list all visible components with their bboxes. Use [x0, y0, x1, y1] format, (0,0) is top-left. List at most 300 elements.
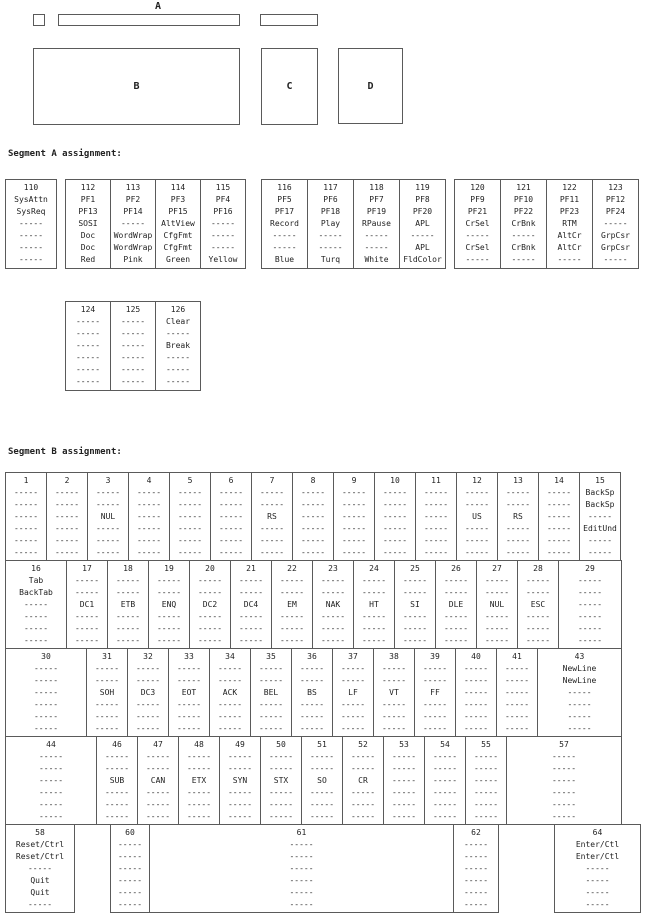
key-assignment: ----- [299, 724, 325, 733]
key-55 [465, 736, 507, 825]
key-assignment: ----- [156, 588, 182, 597]
key-assignment: ----- [382, 548, 408, 557]
key-assignment: ----- [525, 624, 551, 633]
key-6 [210, 472, 252, 561]
key-assignment: ----- [464, 548, 490, 557]
key-assignment: ----- [382, 536, 408, 545]
key-124 [65, 301, 111, 391]
key-assignment: ----- [402, 588, 428, 597]
key-53 [383, 736, 425, 825]
key-assignment: ----- [115, 588, 141, 597]
key-17 [66, 560, 108, 649]
key-assignment: ----- [465, 231, 490, 240]
key-number: 25 [410, 564, 420, 573]
key-assignment: ----- [546, 488, 572, 497]
key-assignment: ----- [320, 636, 346, 645]
key-assignment: ----- [136, 488, 162, 497]
key-assignment: ----- [511, 255, 536, 264]
key-assignment: ----- [18, 243, 44, 252]
key-assignment: ----- [279, 576, 305, 585]
key-assignment: ----- [259, 488, 285, 497]
key-assignment: ----- [546, 524, 572, 533]
key-assignment: Turq [320, 255, 341, 264]
key-number: 41 [512, 652, 522, 661]
key-assignment: ----- [473, 812, 499, 821]
key-assignment: ----- [443, 624, 469, 633]
key-assignment: ----- [210, 231, 236, 240]
key-number: 11 [431, 476, 441, 485]
key-50 [260, 736, 302, 825]
key-assignment: PF17 [274, 207, 295, 216]
key-assignment: PF2 [125, 195, 141, 204]
key-assignment: ----- [117, 840, 143, 849]
key-assignment: ----- [197, 576, 223, 585]
key-assignment: ----- [227, 800, 253, 809]
key-assignment: CrSel [465, 219, 490, 228]
key-assignment: ----- [197, 624, 223, 633]
key-assignment: ----- [115, 624, 141, 633]
key-assignment: ----- [341, 548, 367, 557]
key-assignment: ----- [309, 752, 335, 761]
key-assignment: ----- [603, 255, 628, 264]
key-number: 6 [228, 476, 234, 485]
key-37 [332, 648, 374, 737]
key-assignment: ----- [177, 548, 203, 557]
key-assignment: PF15 [168, 207, 188, 216]
key-assignment: EOT [181, 688, 197, 697]
key-assignment: ----- [410, 231, 435, 240]
key-number: 46 [112, 740, 122, 749]
key-assignment: Doc [80, 231, 96, 240]
key-assignment: ----- [341, 512, 367, 521]
key-assignment: PF23 [559, 207, 580, 216]
key-assignment: ----- [603, 219, 628, 228]
key-assignment: ----- [289, 900, 314, 909]
key-assignment: BEL [263, 688, 279, 697]
key-number: 123 [608, 183, 623, 192]
key-assignment: ----- [38, 788, 64, 797]
key-assignment: ----- [238, 576, 264, 585]
key-assignment: Enter/Ctl [575, 852, 620, 861]
key-assignment: ----- [75, 365, 101, 374]
key-assignment: ----- [23, 624, 49, 633]
key-assignment: ----- [402, 624, 428, 633]
key-assignment: ----- [218, 524, 244, 533]
section-d-label: D [367, 80, 374, 92]
key-group [5, 560, 622, 649]
section-a-label: A [155, 1, 162, 12]
key-assignment: FldColor [403, 255, 442, 264]
key-assignment: Quit [30, 888, 50, 897]
key-assignment: RPause [362, 219, 391, 228]
key-assignment: Enter/Ctl [575, 840, 620, 849]
key-assignment: ----- [300, 548, 326, 557]
key-assignment: ----- [318, 231, 343, 240]
key-assignment: ----- [577, 576, 603, 585]
key-35 [250, 648, 292, 737]
key-assignment: ----- [94, 700, 120, 709]
key-assignment: ----- [361, 576, 387, 585]
key-assignment: ----- [218, 536, 244, 545]
key-assignment: ----- [186, 800, 212, 809]
key-120 [454, 179, 501, 269]
key-number: 2 [64, 476, 70, 485]
key-assignment: PF3 [170, 195, 186, 204]
key-number: 49 [235, 740, 245, 749]
key-assignment: ----- [272, 243, 297, 252]
key-number: 62 [471, 828, 481, 837]
key-assignment: ----- [551, 800, 577, 809]
key-number: 110 [23, 183, 39, 192]
key-assignment: ----- [422, 724, 448, 733]
key-assignment: Reset/Ctrl [15, 840, 65, 849]
key-assignment: ----- [484, 636, 510, 645]
key-row [5, 560, 641, 649]
key-assignment: ----- [136, 512, 162, 521]
key-assignment: ----- [74, 636, 100, 645]
key-assignment: ----- [551, 788, 577, 797]
key-assignment: ----- [300, 536, 326, 545]
key-assignment: ----- [186, 812, 212, 821]
key-number: 60 [125, 828, 135, 837]
key-assignment: ----- [463, 724, 489, 733]
key-number: 37 [348, 652, 358, 661]
key-assignment: ----- [27, 900, 53, 909]
key-assignment: ----- [525, 612, 551, 621]
key-assignment: Red [80, 255, 96, 264]
key-assignment: ----- [259, 536, 285, 545]
key-assignment: ----- [156, 636, 182, 645]
key-assignment: ----- [33, 700, 59, 709]
key-number: 55 [481, 740, 491, 749]
key-assignment: ----- [18, 219, 44, 228]
key-number: 5 [187, 476, 193, 485]
key-26 [435, 560, 477, 649]
key-assignment: ----- [299, 712, 325, 721]
section-c-box [261, 48, 318, 125]
key-number: 21 [246, 564, 256, 573]
key-assignment: ----- [341, 488, 367, 497]
key-assignment: ----- [38, 764, 64, 773]
key-assignment: PF24 [605, 207, 626, 216]
key-number: 7 [269, 476, 275, 485]
key-assignment: ----- [238, 612, 264, 621]
key-assignment: ----- [300, 488, 326, 497]
key-number: 125 [125, 305, 141, 314]
key-assignment: ----- [268, 764, 294, 773]
key-assignment: Record [270, 219, 299, 228]
key-assignment: ----- [504, 724, 530, 733]
key-assignment: ----- [120, 219, 146, 228]
key-assignment: BackSp [585, 500, 615, 509]
key-assignment: ----- [75, 341, 101, 350]
key-assignment: ----- [54, 500, 80, 509]
key-number: 50 [276, 740, 286, 749]
key-assignment: ----- [176, 712, 202, 721]
key-assignment: ----- [289, 876, 314, 885]
key-assignment: ----- [74, 612, 100, 621]
key-assignment: ----- [340, 664, 366, 673]
key-assignment: ----- [382, 500, 408, 509]
key-assignment: ----- [432, 764, 458, 773]
key-assignment: ----- [320, 612, 346, 621]
key-assignment: ----- [268, 788, 294, 797]
key-assignment: PF12 [605, 195, 626, 204]
key-assignment: ----- [120, 317, 146, 326]
key-assignment: ----- [289, 864, 314, 873]
key-assignment: ----- [443, 576, 469, 585]
key-assignment: ----- [463, 900, 489, 909]
key-assignment: ----- [364, 243, 389, 252]
key-7 [251, 472, 293, 561]
key-assignment: SI [410, 600, 420, 609]
key-assignment: ----- [432, 812, 458, 821]
key-group [65, 179, 246, 269]
key-assignment: ----- [463, 664, 489, 673]
key-assignment: CrBnk [511, 243, 536, 252]
key-18 [107, 560, 149, 649]
key-assignment: ----- [279, 612, 305, 621]
key-number: 39 [430, 652, 440, 661]
key-assignment: ----- [135, 724, 161, 733]
key-43 [537, 648, 622, 737]
key-assignment: ----- [525, 588, 551, 597]
key-assignment: ----- [156, 624, 182, 633]
key-assignment: ----- [165, 365, 191, 374]
key-number: 52 [358, 740, 368, 749]
key-assignment: ----- [309, 788, 335, 797]
key-assignment: Break [165, 341, 191, 350]
key-22 [271, 560, 313, 649]
key-assignment: ----- [13, 500, 39, 509]
key-assignment: ----- [217, 712, 243, 721]
key-assignment: ----- [546, 500, 572, 509]
key-group [5, 824, 75, 913]
key-group [454, 179, 639, 269]
key-assignment: WordWrap [113, 231, 153, 240]
key-122 [546, 179, 593, 269]
key-assignment: ----- [551, 776, 577, 785]
key-assignment: ----- [463, 712, 489, 721]
key-25 [394, 560, 436, 649]
key-number: 114 [170, 183, 186, 192]
key-assignment: SUB [109, 776, 125, 785]
key-assignment: ----- [176, 676, 202, 685]
key-assignment: EM [287, 600, 297, 609]
key-row [5, 736, 641, 825]
key-8 [292, 472, 334, 561]
key-assignment: PF8 [415, 195, 430, 204]
key-assignment: ----- [463, 840, 489, 849]
section-c-label: C [286, 81, 293, 92]
key-assignment: Play [320, 219, 341, 228]
key-assignment: BackTab [19, 588, 53, 597]
key-number: 14 [554, 476, 564, 485]
key-number: 126 [170, 305, 186, 314]
key-number: 121 [516, 183, 531, 192]
key-assignment: ----- [381, 724, 407, 733]
key-assignment: ----- [422, 676, 448, 685]
key-assignment: ----- [382, 524, 408, 533]
key-assignment: ----- [117, 864, 143, 873]
key-number: 115 [215, 183, 231, 192]
key-assignment: ----- [197, 588, 223, 597]
key-number: 20 [205, 564, 215, 573]
key-assignment: ----- [13, 512, 39, 521]
key-assignment: PF18 [320, 207, 341, 216]
key-assignment: ----- [422, 664, 448, 673]
key-group [110, 824, 499, 913]
key-assignment: ----- [279, 636, 305, 645]
key-48 [178, 736, 220, 825]
key-assignment: Pink [123, 255, 143, 264]
key-assignment: ----- [95, 548, 121, 557]
key-number: 26 [451, 564, 461, 573]
key-assignment: PF6 [323, 195, 338, 204]
key-assignment: ----- [361, 588, 387, 597]
segment-b-key-grid [5, 472, 641, 913]
key-assignment: ----- [422, 700, 448, 709]
key-assignment: ----- [381, 664, 407, 673]
key-112 [65, 179, 111, 269]
key-number: 1 [23, 476, 29, 485]
key-44 [5, 736, 97, 825]
key-assignment: ----- [511, 231, 536, 240]
key-23 [312, 560, 354, 649]
key-assignment: ----- [473, 764, 499, 773]
key-assignment: CrBnk [511, 219, 536, 228]
key-38 [373, 648, 415, 737]
key-assignment: ----- [422, 712, 448, 721]
key-52 [342, 736, 384, 825]
key-assignment: LF [348, 688, 358, 697]
key-assignment: ----- [309, 764, 335, 773]
key-number: 30 [41, 652, 51, 661]
key-assignment: ----- [309, 800, 335, 809]
key-126 [155, 301, 201, 391]
section-a-bar [58, 14, 240, 26]
key-assignment: ----- [104, 752, 130, 761]
key-number: 48 [194, 740, 204, 749]
key-assignment: ----- [432, 800, 458, 809]
key-assignment: ----- [577, 612, 603, 621]
key-24 [353, 560, 395, 649]
key-assignment: ----- [136, 500, 162, 509]
key-assignment: ----- [145, 788, 171, 797]
key-assignment: ----- [218, 512, 244, 521]
key-assignment: ----- [120, 377, 146, 386]
key-assignment: ----- [210, 243, 236, 252]
key-assignment: ----- [145, 800, 171, 809]
key-57 [506, 736, 622, 825]
key-assignment: ----- [443, 612, 469, 621]
key-assignment: PF13 [78, 207, 98, 216]
key-assignment: ----- [585, 900, 610, 909]
key-assignment: GrpCsr [601, 231, 630, 240]
key-assignment: ----- [120, 341, 146, 350]
key-assignment: ----- [443, 636, 469, 645]
key-assignment: ----- [74, 588, 100, 597]
key-row [5, 824, 641, 913]
key-assignment: ----- [391, 764, 417, 773]
key-110 [5, 179, 57, 269]
key-number: 23 [328, 564, 338, 573]
key-assignment: ----- [27, 864, 53, 873]
key-assignment: CfgFmt [163, 243, 193, 252]
key-assignment: ----- [238, 636, 264, 645]
key-assignment: ----- [585, 888, 610, 897]
key-assignment: ----- [258, 676, 284, 685]
key-assignment: ----- [217, 700, 243, 709]
key-assignment: ----- [585, 864, 610, 873]
key-assignment: ----- [227, 812, 253, 821]
key-assignment: ----- [320, 588, 346, 597]
key-40 [455, 648, 497, 737]
key-number: 44 [46, 740, 56, 749]
key-assignment: ----- [423, 536, 449, 545]
key-assignment: ----- [504, 676, 530, 685]
key-assignment: NewLine [562, 664, 597, 673]
key-27 [476, 560, 518, 649]
key-assignment: ----- [38, 800, 64, 809]
key-number: 19 [164, 564, 174, 573]
key-11 [415, 472, 457, 561]
key-row [65, 301, 639, 391]
key-assignment: ----- [259, 500, 285, 509]
key-number: 116 [277, 183, 292, 192]
key-number: 117 [323, 183, 338, 192]
key-assignment: ----- [465, 255, 490, 264]
key-assignment: FF [430, 688, 440, 697]
key-assignment: ----- [54, 512, 80, 521]
key-assignment: Yellow [208, 255, 238, 264]
key-assignment: ----- [567, 700, 592, 709]
key-assignment: ----- [75, 329, 101, 338]
key-assignment: ----- [38, 812, 64, 821]
key-assignment: ----- [577, 624, 603, 633]
key-assignment: ----- [38, 752, 64, 761]
key-assignment: ----- [135, 712, 161, 721]
key-16 [5, 560, 67, 649]
key-assignment: ----- [289, 852, 314, 861]
key-assignment: ----- [136, 536, 162, 545]
key-assignment: ----- [551, 764, 577, 773]
key-47 [137, 736, 179, 825]
key-assignment: ----- [94, 676, 120, 685]
key-assignment: ----- [54, 548, 80, 557]
key-assignment: ----- [117, 876, 143, 885]
key-assignment: ----- [382, 512, 408, 521]
key-number: 54 [440, 740, 450, 749]
top-right-bar [260, 14, 318, 26]
section-b-label: B [133, 81, 140, 92]
key-assignment: PF19 [366, 207, 387, 216]
key-assignment: CfgFmt [163, 231, 193, 240]
key-number: 31 [102, 652, 112, 661]
key-assignment: ----- [38, 776, 64, 785]
key-assignment: ----- [463, 852, 489, 861]
key-assignment: ----- [104, 812, 130, 821]
key-number: 22 [287, 564, 297, 573]
key-assignment: ----- [75, 317, 101, 326]
key-assignment: ----- [464, 536, 490, 545]
key-assignment: ----- [54, 524, 80, 533]
section-b-box [33, 48, 240, 125]
key-assignment: ----- [177, 536, 203, 545]
key-assignment: ----- [463, 864, 489, 873]
key-29 [558, 560, 622, 649]
key-assignment: ----- [74, 576, 100, 585]
